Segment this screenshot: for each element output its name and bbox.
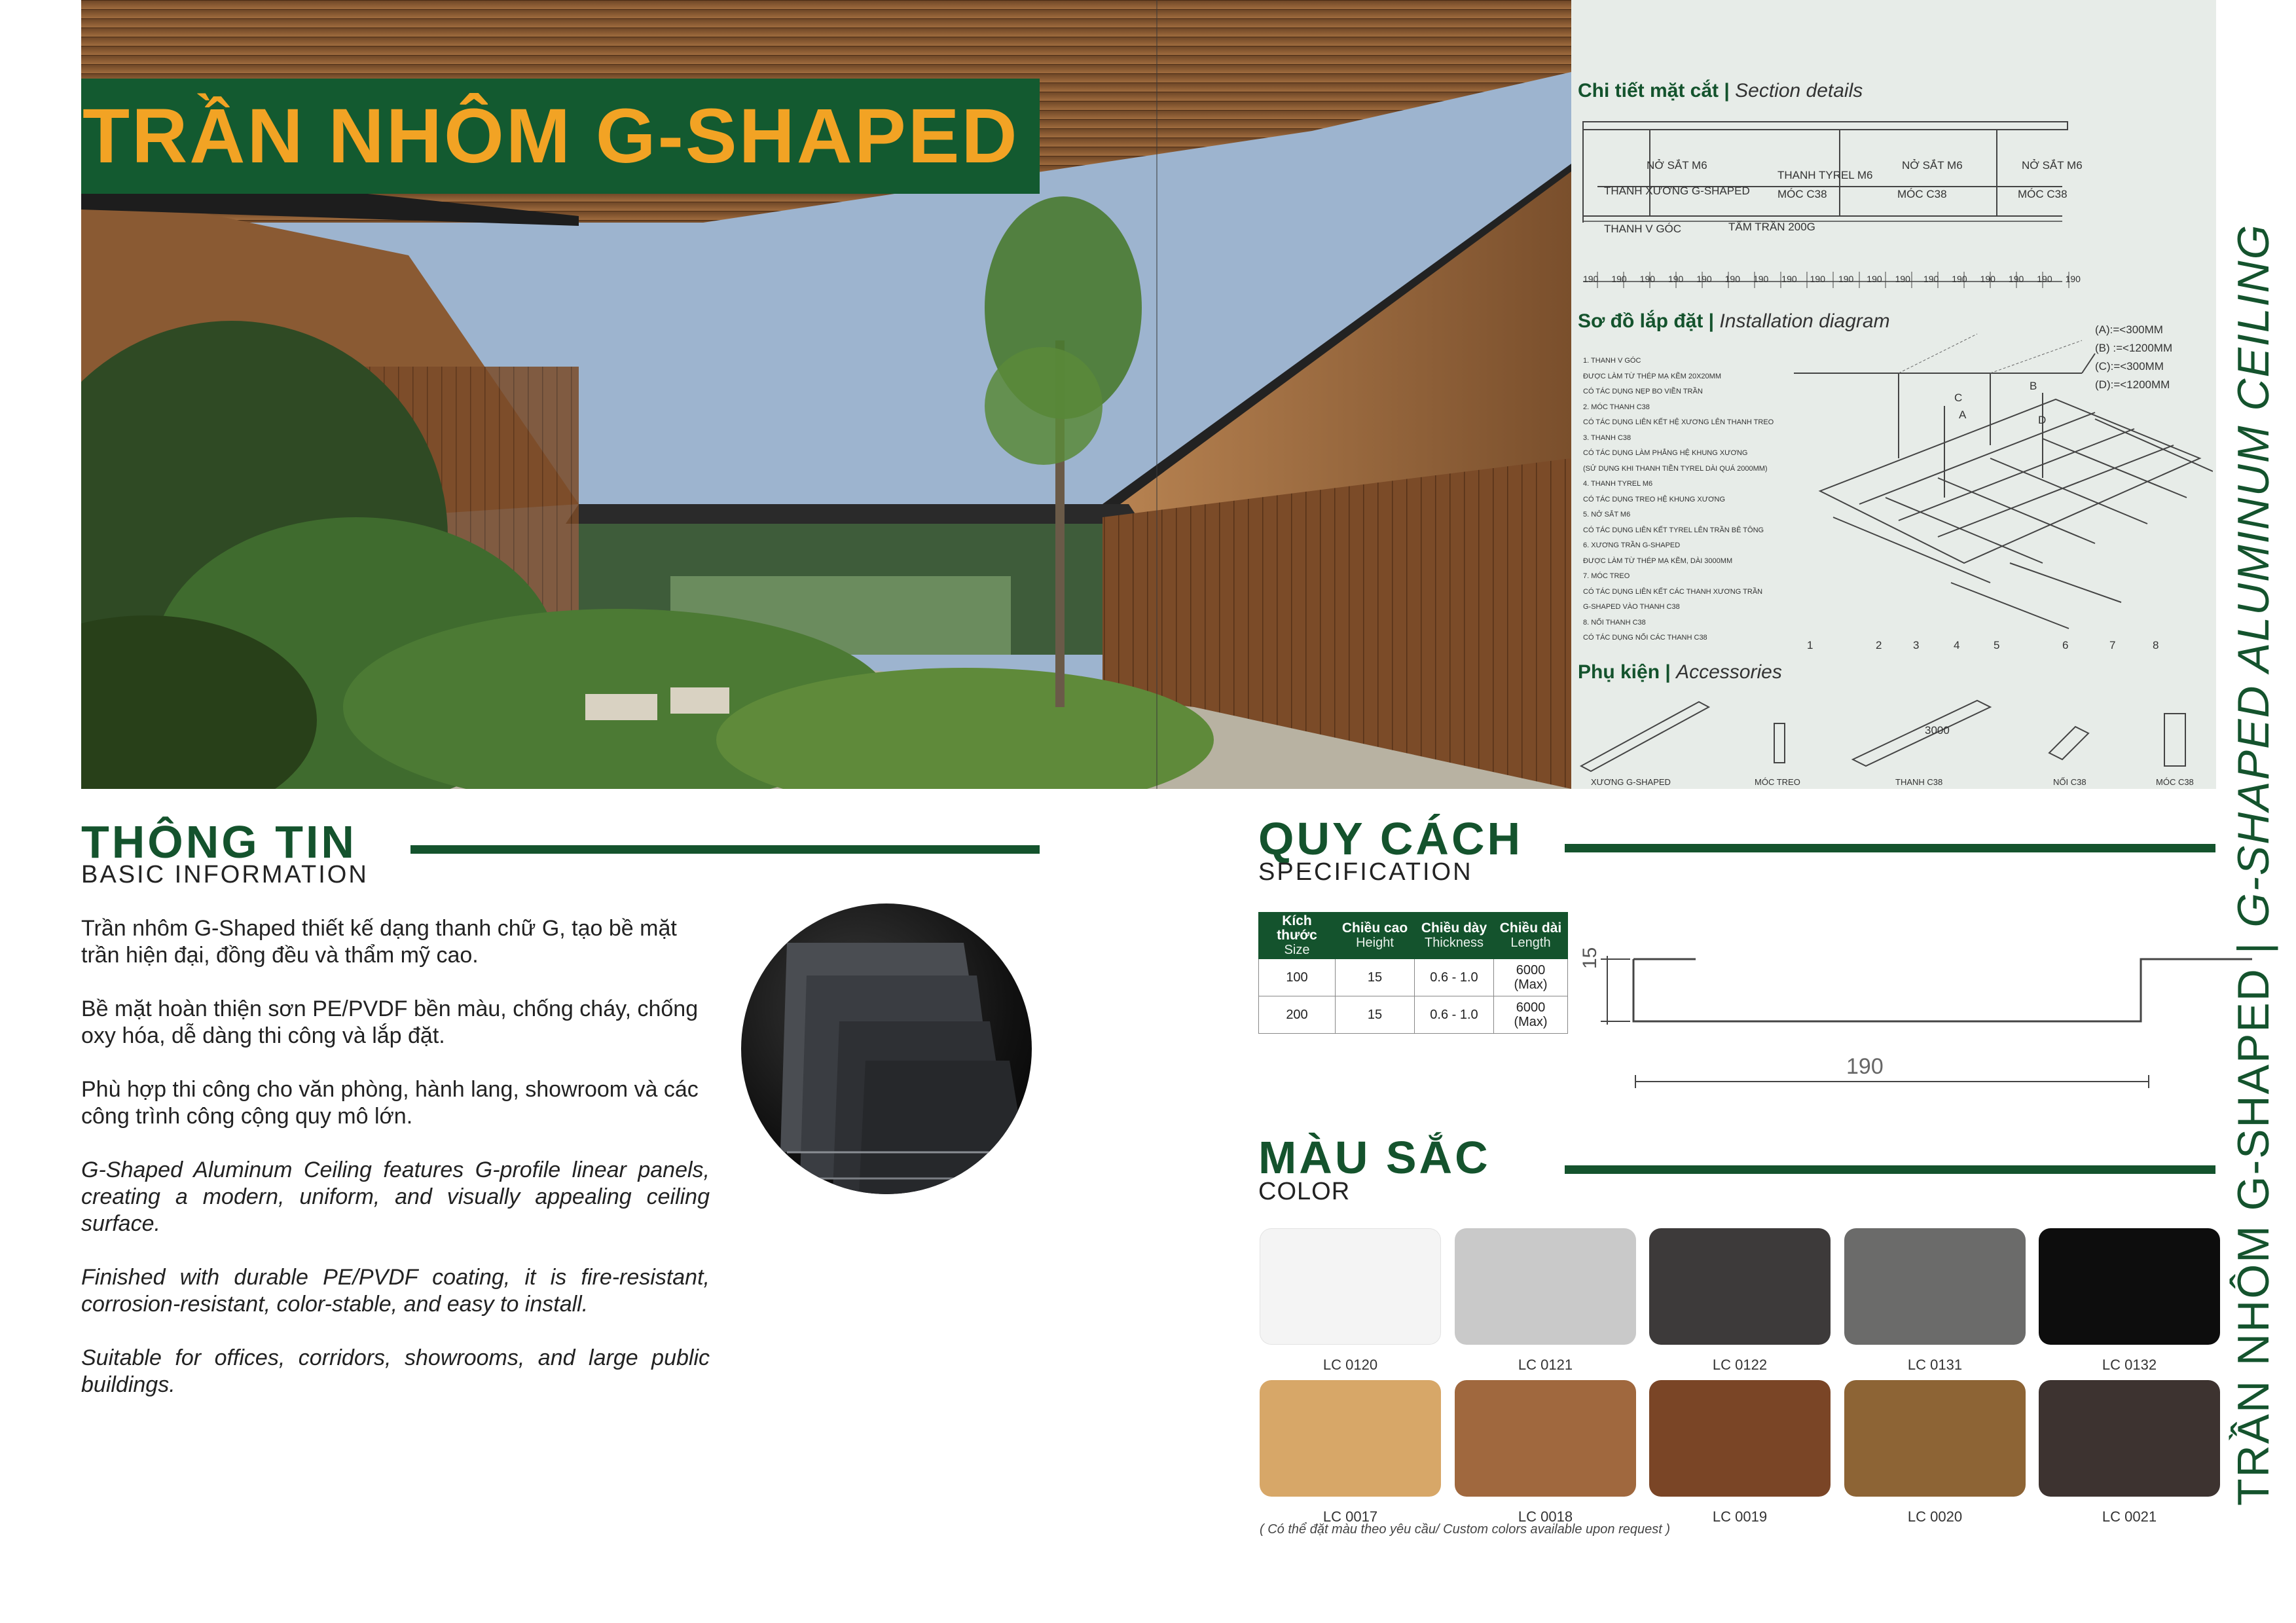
diagram-number: 8 <box>2153 639 2159 651</box>
pitch-value: 190 <box>1611 274 1627 284</box>
pitch-value: 190 <box>1667 274 1684 284</box>
install-note: 6. XƯƠNG TRẦN G-SHAPED <box>1583 541 1681 549</box>
distance-d: (D):=<1200MM <box>2095 378 2170 391</box>
spec-length: 6000 <box>1516 1000 1546 1015</box>
section-details-vi: Chi tiết mặt cắt <box>1578 80 1719 101</box>
install-note: CÓ TÁC DỤNG LIÊN KẾT CÁC THANH XƯƠNG TRẦN <box>1583 587 1763 596</box>
accessory-label: NỐI C38 <box>2053 777 2086 787</box>
pitch-value: 190 <box>1952 274 1967 284</box>
install-note: 8. NỐI THANH C38 <box>1583 618 1646 627</box>
spec-header-vi: Chiều dài <box>1499 921 1562 936</box>
basic-info-subtitle: BASIC INFORMATION <box>81 861 369 888</box>
color-swatch-label: LC 0132 <box>2102 1357 2157 1373</box>
diagram-letter-c: C <box>1954 392 1963 404</box>
install-note: G-SHAPED VÀO THANH C38 <box>1583 603 1680 611</box>
diagram-number: 7 <box>2109 639 2116 651</box>
spec-header-en: Thickness <box>1424 936 1484 950</box>
install-note: CÓ TÁC DỤNG LIÊN KẾT HỆ XƯƠNG LÊN THANH TREO <box>1583 418 1774 426</box>
label-thanh-v-goc: THANH V GÓC <box>1604 223 1682 235</box>
color-swatch-label: LC 0019 <box>1712 1508 1768 1525</box>
label-no-sat-1: NỞ SẮT M6 <box>1647 159 1707 172</box>
basic-paragraph-vi: Bề mặt hoàn thiện sơn PE/PVDF bền màu, chống cháy, chống oxy hóa, dễ dàng thi công và lắp đặt. <box>81 996 699 1048</box>
spec-cell: 15 <box>1336 996 1415 1034</box>
color-swatch <box>1649 1228 1831 1345</box>
color-swatch <box>1260 1228 1441 1345</box>
basic-paragraph-vi: Phù hợp thi công cho văn phòng, hành lang, showroom và các công trình công cộng quy mô lớn. <box>81 1077 699 1129</box>
profile-drawing <box>1571 930 2252 1100</box>
spec-header <box>1259 913 1336 959</box>
spec-cell: 0.6 - 1.0 <box>1415 959 1494 996</box>
install-note: ĐƯỢC LÀM TỪ THÉP MẠ KẼM 20X20MM <box>1583 372 1721 380</box>
label-moc-c38-3: MÓC C38 <box>2018 188 2068 200</box>
pitch-value: 190 <box>1753 274 1769 284</box>
distance-c: (C):=<300MM <box>2095 360 2164 373</box>
diagram-letter-b: B <box>2030 380 2037 392</box>
profile-width-label: 190 <box>1846 1054 1884 1079</box>
label-thanh-tyrel: THANH TYREL M6 <box>1777 169 1873 181</box>
distance-a: (A):=<300MM <box>2095 323 2163 336</box>
basic-paragraph-en: G-Shaped Aluminum Ceiling features G-profile linear panels, creating a modern, uniform, and visually appealing ceiling surface. <box>81 1158 710 1236</box>
basic-paragraph-vi: Trần nhôm G-Shaped thiết kế dạng thanh chữ G, tạo bề mặt trần hiện đại, đồng đều và thẩm mỹ cao. <box>81 916 677 968</box>
installation-notes <box>1583 354 1774 646</box>
pitch-value: 190 <box>1696 274 1712 284</box>
color-rule <box>1565 1165 2215 1174</box>
accessory-dim: 3000 <box>1925 724 1950 737</box>
color-swatch <box>1649 1380 1831 1497</box>
spec-cell <box>1494 996 1568 1034</box>
pitch-value: 190 <box>1867 274 1882 284</box>
diagram-number: 6 <box>2062 639 2069 651</box>
accessories-drawing <box>1578 694 2206 779</box>
color-swatch-label: LC 0021 <box>2102 1508 2157 1525</box>
diagram-number: 1 <box>1807 639 1813 651</box>
pitch-value: 190 <box>1838 274 1854 284</box>
product-panels-illustration <box>741 903 1032 1194</box>
spec-header-vi: Chiều dày <box>1421 921 1487 936</box>
accessories-heading <box>1578 661 1782 684</box>
color-swatch <box>2039 1228 2220 1345</box>
accessories-vi: Phụ kiện <box>1578 661 1660 683</box>
installation-separator: | <box>1703 310 1720 332</box>
install-note: CÓ TÁC DỤNG NẸP BO VIỀN TRẦN <box>1583 388 1703 395</box>
accessory-label: THANH C38 <box>1895 777 1943 787</box>
install-note: ĐƯỢC LÀM TỪ THÉP MẠ KẼM, DÀI 3000MM <box>1583 556 1733 565</box>
technical-panel <box>1571 0 2216 789</box>
pitch-value: 190 <box>2037 274 2052 284</box>
color-swatch <box>1455 1380 1636 1497</box>
basic-info-body <box>81 915 710 1425</box>
table-row <box>1259 959 1568 996</box>
pitch-value: 190 <box>1724 274 1740 284</box>
install-note: 3. THANH C38 <box>1583 433 1631 442</box>
spec-header <box>1336 913 1415 959</box>
basic-paragraph-en: Finished with durable PE/PVDF coating, it is fire-resistant, corrosion-resistant, color-stable, and easy to install. <box>81 1265 710 1317</box>
accessories-separator: | <box>1660 661 1677 683</box>
install-note: CÓ TÁC DỤNG TREO HỆ KHUNG XƯƠNG <box>1583 495 1726 503</box>
install-note: 5. NỞ SẮT M6 <box>1583 511 1631 519</box>
color-title: MÀU SẮC <box>1258 1132 1491 1183</box>
accessory-label: MÓC TREO <box>1755 777 1800 787</box>
section-details-separator: | <box>1719 80 1736 101</box>
pitch-value: 190 <box>1781 274 1797 284</box>
spec-header-en: Size <box>1284 943 1310 957</box>
installation-en: Installation diagram <box>1719 310 1890 332</box>
color-swatch <box>1844 1228 2026 1345</box>
spec-cell <box>1494 959 1568 996</box>
color-subtitle: COLOR <box>1258 1178 1351 1205</box>
label-no-sat-2: NỞ SẮT M6 <box>1902 159 1963 172</box>
pitch-value: 190 <box>1980 274 1995 284</box>
label-no-sat-3: NỞ SẮT M6 <box>2022 159 2083 172</box>
basic-paragraph-en: Suitable for offices, corridors, showrooms, and large public buildings. <box>81 1345 710 1397</box>
spec-length-note: (Max) <box>1514 1015 1548 1029</box>
accessory-label: XƯƠNG G-SHAPED <box>1591 777 1671 787</box>
installation-vi: Sơ đồ lắp đặt <box>1578 310 1704 332</box>
install-note: (SỬ DỤNG KHI THANH TIỀN TYREL DÀI QUÁ 2000MM) <box>1583 464 1768 473</box>
pitch-dimension-row <box>1583 274 2081 284</box>
color-swatch-label: LC 0122 <box>1712 1357 1768 1373</box>
diagram-number: 5 <box>1994 639 2000 651</box>
label-thanh-xuong: THANH XƯƠNG G-SHAPED <box>1604 185 1750 197</box>
accessory-label: MÓC C38 <box>2156 777 2194 787</box>
spec-header-vi: Kích thước <box>1277 913 1317 943</box>
label-tam-tran: TẤM TRẦN 200G <box>1728 221 1815 233</box>
profile-height-label: 15 <box>1579 947 1601 969</box>
color-swatch-label: LC 0120 <box>1322 1357 1378 1373</box>
diagram-letter-d: D <box>2038 414 2047 426</box>
install-note: CÓ TÁC DỤNG LIÊN KẾT TYREL LÊN TRẦN BÊ TÔNG <box>1583 526 1764 534</box>
pitch-value: 190 <box>1639 274 1656 284</box>
spec-subtitle: SPECIFICATION <box>1258 858 1473 886</box>
diagram-number: 4 <box>1954 639 1960 651</box>
pitch-value: 190 <box>2065 274 2081 284</box>
page-title: TRẦN NHÔM G-SHAPED <box>82 93 1019 179</box>
color-swatch <box>1844 1380 2026 1497</box>
install-note: CÓ TÁC DỤNG LÀM PHẲNG HỆ KHUNG XƯƠNG <box>1583 449 1748 457</box>
label-moc-c38-1: MÓC C38 <box>1777 188 1827 200</box>
side-title-vi: TRẦN NHÔM G-SHAPED <box>2229 968 2278 1506</box>
distance-b: (B) :=<1200MM <box>2095 342 2173 354</box>
install-note: 7. MÓC TREO <box>1583 572 1630 580</box>
diagram-letter-a: A <box>1959 409 1967 421</box>
pitch-value: 190 <box>1583 274 1599 284</box>
basic-info-title: THÔNG TIN <box>81 816 357 867</box>
color-swatch-label: LC 0131 <box>1907 1357 1963 1373</box>
spec-table <box>1258 912 1568 1034</box>
color-note: ( Có thể đặt màu theo yêu cầu/ Custom colors available upon request ) <box>1260 1522 1671 1537</box>
side-vertical-title <box>2226 131 2281 1506</box>
table-row <box>1259 996 1568 1034</box>
section-details-heading <box>1578 80 1863 102</box>
diagram-number: 3 <box>1913 639 1920 651</box>
spec-header <box>1415 913 1494 959</box>
spec-cell: 200 <box>1259 996 1336 1034</box>
spec-header-en: Height <box>1356 936 1394 950</box>
install-note: CÓ TÁC DỤNG NỐI CÁC THANH C38 <box>1583 634 1707 642</box>
spec-header <box>1494 913 1568 959</box>
color-swatch <box>1455 1228 1636 1345</box>
spec-title: QUY CÁCH <box>1258 813 1523 864</box>
accessories-en: Accessories <box>1676 661 1782 683</box>
color-swatch <box>1260 1380 1441 1497</box>
pitch-value: 190 <box>1895 274 1910 284</box>
side-title-separator: | <box>2229 927 2278 968</box>
spec-header-vi: Chiều cao <box>1341 921 1408 936</box>
spec-length-note: (Max) <box>1514 977 1548 992</box>
pitch-value: 190 <box>2008 274 2024 284</box>
spec-length: 6000 <box>1516 963 1546 977</box>
color-swatch-label: LC 0121 <box>1518 1357 1573 1373</box>
spec-cell: 100 <box>1259 959 1336 996</box>
spec-rule <box>1565 844 2215 852</box>
product-circle-image <box>741 903 1032 1194</box>
color-swatch-label: LC 0017 <box>1322 1508 1378 1525</box>
color-swatch-label: LC 0018 <box>1518 1508 1573 1525</box>
basic-info-rule <box>410 845 1040 854</box>
color-swatch <box>2039 1380 2220 1497</box>
install-note: 1. THANH V GÓC <box>1583 357 1641 365</box>
spec-header-en: Length <box>1510 936 1551 950</box>
spec-cell: 15 <box>1336 959 1415 996</box>
section-details-en: Section details <box>1735 80 1863 101</box>
side-title-en: G-SHAPED ALUMINUM CEILING <box>2229 223 2278 928</box>
spec-cell: 0.6 - 1.0 <box>1415 996 1494 1034</box>
install-note: 4. THANH TYREL M6 <box>1583 480 1653 488</box>
diagram-number: 2 <box>1876 639 1882 651</box>
installation-3d-drawing <box>1794 327 2213 635</box>
install-note: 2. MÓC THANH C38 <box>1583 403 1650 411</box>
pitch-value: 190 <box>1923 274 1939 284</box>
pitch-value: 190 <box>1810 274 1825 284</box>
label-moc-c38-2: MÓC C38 <box>1897 188 1947 200</box>
color-swatch-label: LC 0020 <box>1907 1508 1963 1525</box>
spec-header-row <box>1259 913 1568 959</box>
